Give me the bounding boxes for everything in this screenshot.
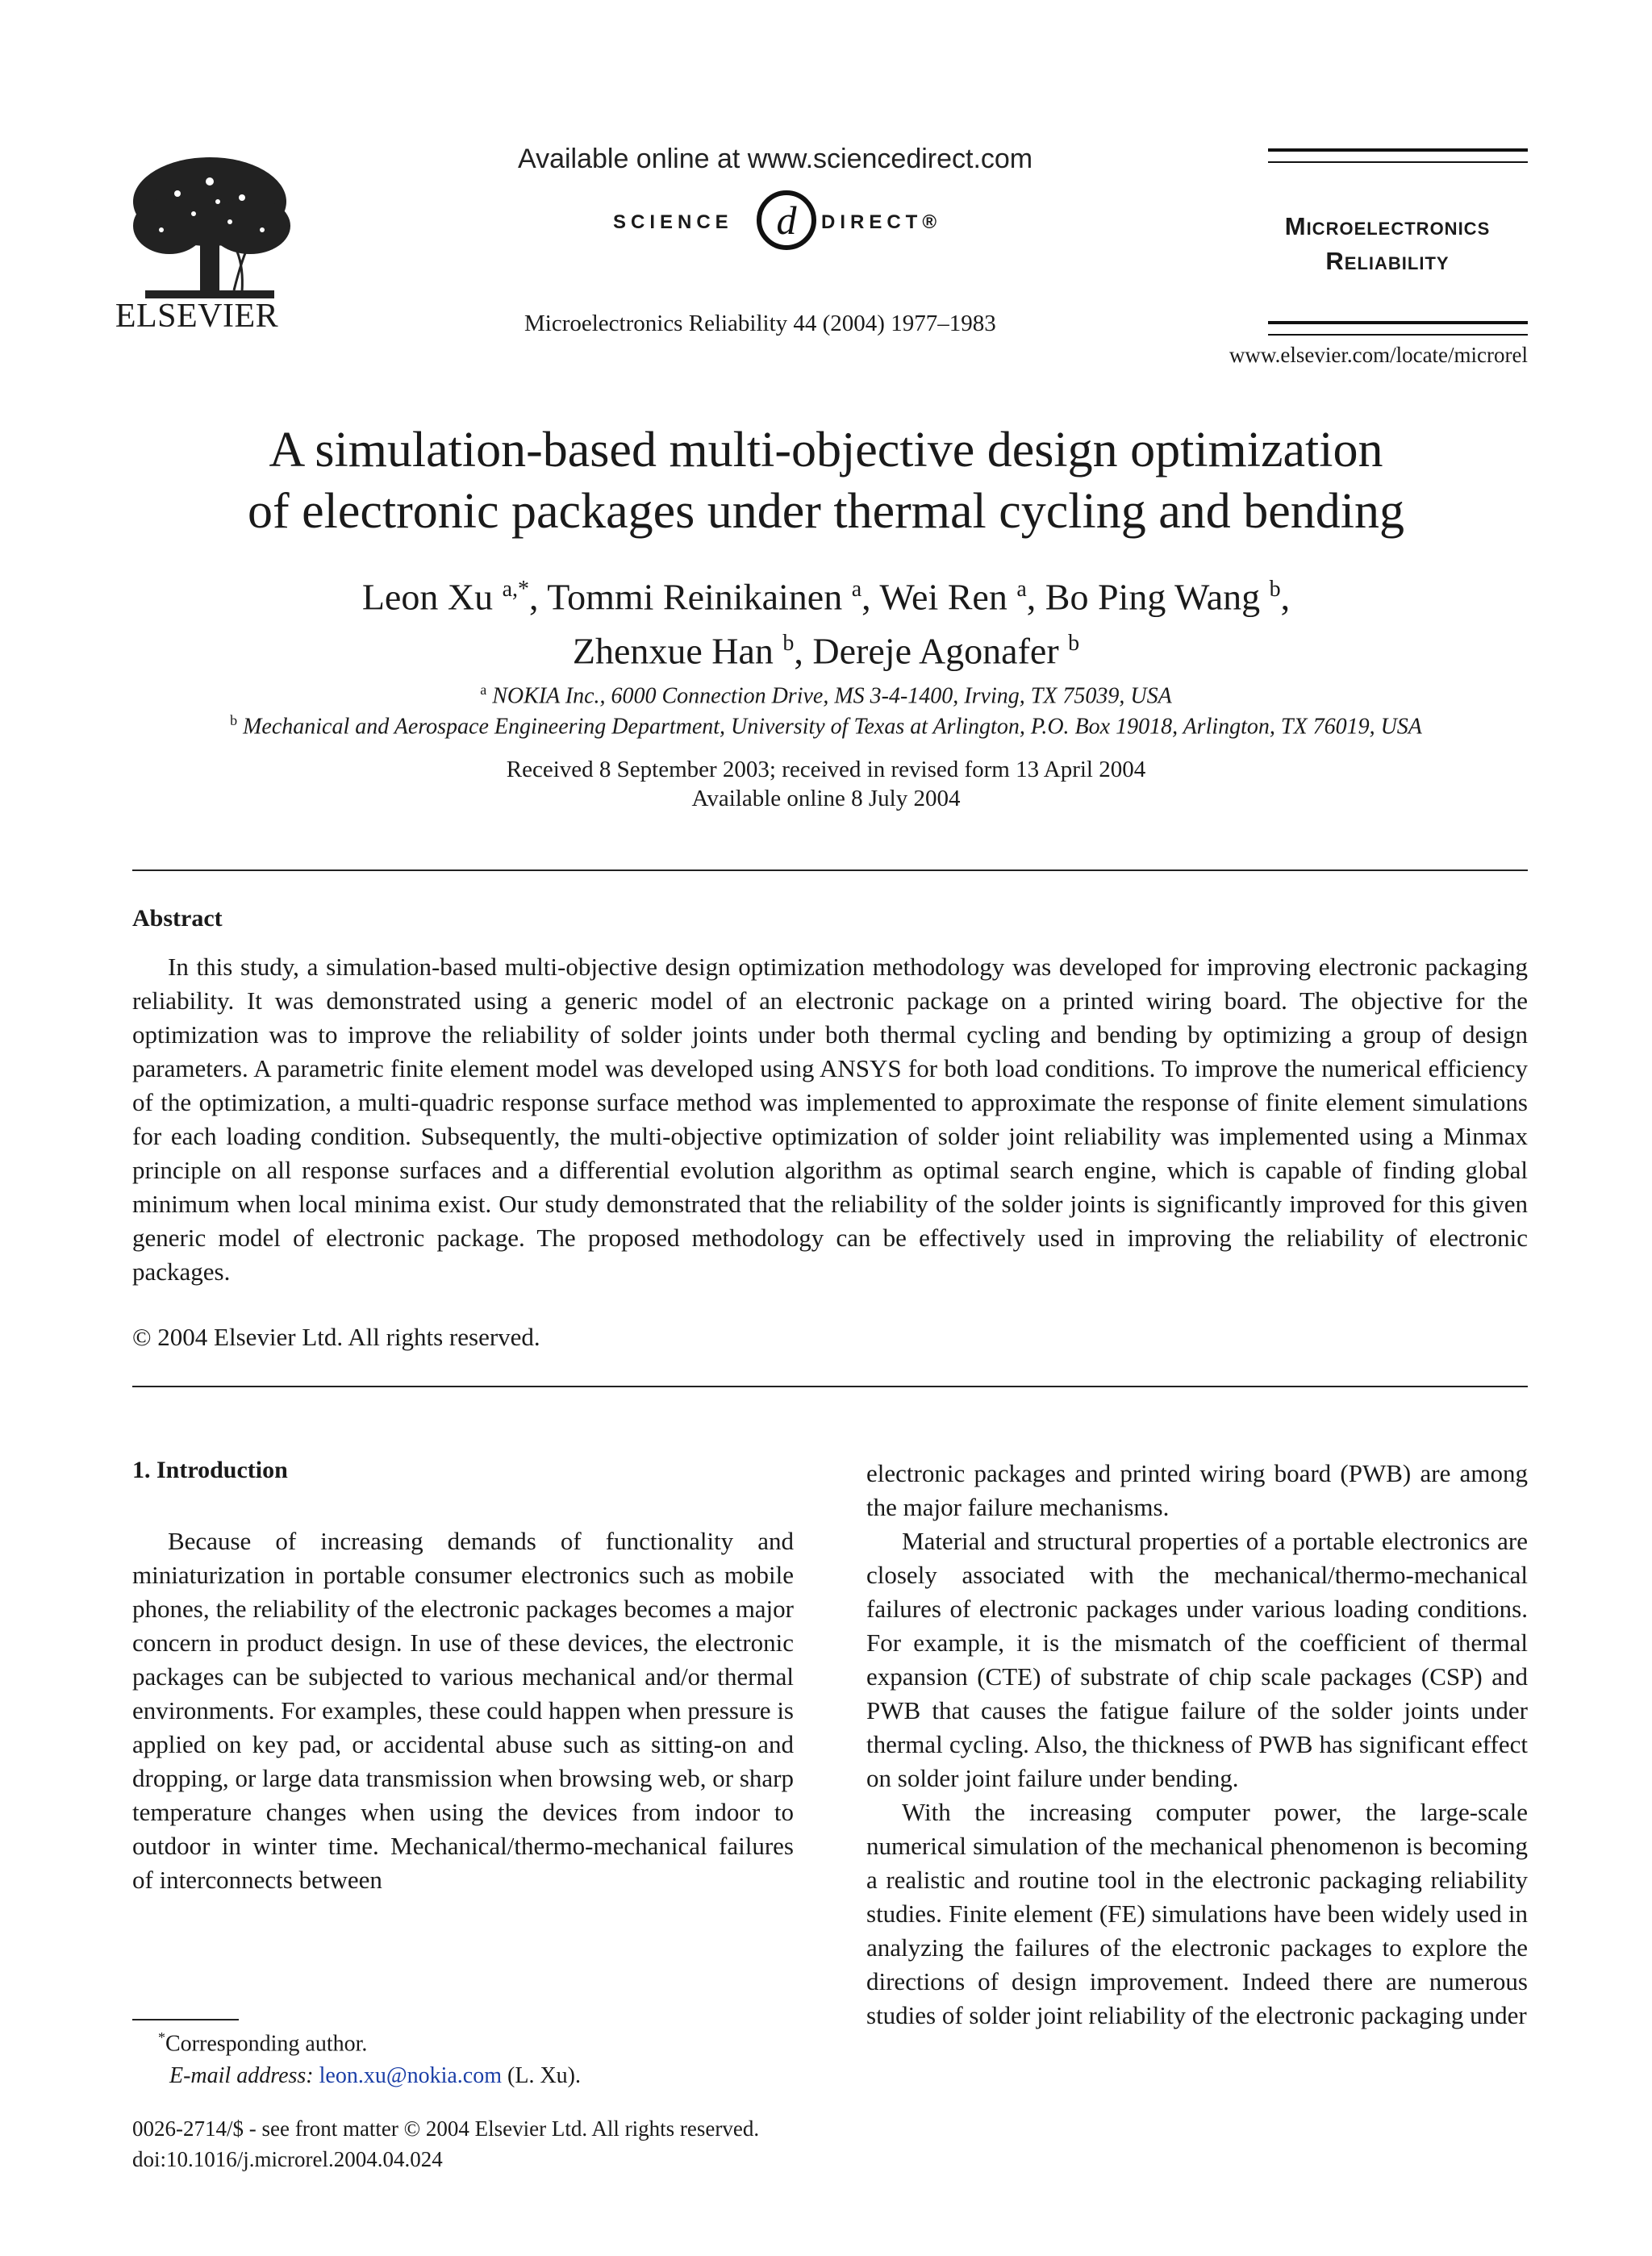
author-name: Dereje Agonafer [812, 630, 1059, 672]
footnote-corresponding-author [158, 2029, 367, 2057]
journal-url-link[interactable]: www.elsevier.com/locate/microrel [1229, 343, 1528, 367]
author-name: Leon Xu [361, 576, 494, 618]
received-dates: Received 8 September 2003; received in revised form 13 April 2004 [506, 757, 1146, 782]
title-line-1: A simulation-based multi-objective design optimization [269, 423, 1383, 477]
article-title [129, 419, 1523, 542]
left-column [132, 1524, 794, 1897]
journal-name-line2: Reliability [1325, 247, 1450, 275]
publisher-logo-text: ELSEVIER [115, 298, 279, 335]
abstract-heading: Abstract [132, 905, 223, 932]
abstract-bottom-rule [132, 1386, 1528, 1387]
sciencedirect-at-icon [750, 184, 823, 256]
paragraph: Because of increasing demands of functionality and miniaturization in portable consumer electronics such as mobile phones, the reliability of the electronic packages becomes a major concern in product design. In use of these devices, the electronic packages can be subjected to various mechanical and/or thermal environments. For examples, these could happen when pressure is applied on key pad, or accidental abuse such as sitting-on and dropping, or large data transmission when browsing web, or sharp temperature changes when using the devices from indoor to outdoor in winter time. Mechanical/thermo-mechanical failures of interconnects between [132, 1527, 794, 1894]
paragraph-continuation: electronic packages and printed wiring board (PWB) are among the major failure mechanisms. [866, 1459, 1528, 1521]
section-heading-introduction: 1. Introduction [132, 1457, 288, 1483]
right-column [866, 1457, 1528, 2033]
footnote-mark: * [158, 2029, 165, 2045]
footnote-email [169, 2063, 581, 2089]
author-affiliation-mark: a,* [502, 577, 530, 602]
paragraph: Material and structural properties of a portable electronics are closely associated with the mechanical/thermo-mechanical failures of electronic packages under various loading conditions. For example, it is the mismatch of the coefficient of thermal expansion (CTE) of substrate of chip scale packages (CSP) and PWB that causes the fatigue failure of the solder joints under thermal cycling. Also, the thickness of PWB has significant effect on solder joint failure under bending. [866, 1527, 1528, 1792]
svg-text:d: d [776, 198, 797, 243]
header-double-rule-top [1268, 148, 1528, 163]
affiliation-a [129, 682, 1523, 709]
author-name: Wei Ren [879, 576, 1007, 618]
affiliation-text: NOKIA Inc., 6000 Connection Drive, MS 3-4-1400, Irving, TX 75039, USA [492, 683, 1172, 709]
affiliation-text: Mechanical and Aerospace Engineering Department, University of Texas at Arlington, P.O. Box 19018, Arlington, TX 76019, USA [243, 714, 1422, 740]
affiliation-mark: b [230, 712, 238, 728]
footnote-text: Corresponding author. [165, 2031, 368, 2057]
author-affiliation-mark: a [851, 577, 862, 602]
sciencedirect-logo-left: SCIENCE [613, 211, 733, 233]
abstract-body: In this study, a simulation-based multi-objective design optimization methodology was developed for improving electronic packaging reliability. It was demonstrated using a generic model of an electronic package on a printed wiring board. The objective for the optimization was to improve the reliability of solder joints under both thermal cycling and bending by optimizing a group of design parameters. A parametric finite element model was developed using ANSYS for both load conditions. To improve the numerical efficiency of the optimization, a multi-quadric response surface method was implemented to approximate the response of finite element simulations for each loading condition. Subsequently, the multi-objective optimization of solder joint reliability was implemented using a Minmax principle on all response surfaces and a differential evolution algorithm as optimal search engine, which is capable of finding global minimum when local minima exist. Our study demonstrated that the reliability of the solder joints is significantly improved for this given generic model of electronic package. The proposed methodology can be effectively used in improving the reliability of electronic packages. [132, 953, 1528, 1286]
email-link[interactable]: leon.xu@nokia.com [319, 2063, 503, 2088]
author-affiliation-mark: b [1068, 631, 1080, 657]
title-line-2: of electronic packages under thermal cycling and bending [247, 484, 1405, 539]
footnote-rule [132, 2019, 239, 2020]
author-list: Leon Xu $^{a,*}$, Tommi Reinikainen $^a$, Wei Ren $^a$, Bo Ping Wang $^b$, Zhenxue Han $^b$, Dereje Agonafer $^b$ [361, 576, 1291, 672]
affiliation-b [113, 712, 1539, 740]
email-suffix: (L. Xu). [507, 2063, 581, 2088]
journal-name-line1: Microelectronics [1284, 212, 1491, 240]
available-online-banner[interactable]: Available online at www.sciencedirect.com [518, 144, 1033, 174]
author-affiliation-mark: a [1016, 577, 1027, 602]
author-affiliation-mark: b [782, 631, 795, 657]
journal-reference: Microelectronics Reliability 44 (2004) 1977–1983 [524, 311, 996, 336]
issn-line: 0026-2714/$ - see front matter © 2004 Elsevier Ltd. All rights reserved. [132, 2116, 760, 2141]
author-name: Tommi Reinikainen [547, 576, 843, 618]
available-online-date: Available online 8 July 2004 [691, 786, 961, 811]
affiliation-mark: a [480, 682, 487, 698]
doi-link[interactable]: doi:10.1016/j.microrel.2004.04.024 [132, 2147, 443, 2171]
paragraph: With the increasing computer power, the large-scale numerical simulation of the mechanical phenomenon is becoming a realistic and routine tool in the electronic packaging reliability studies. Finite element (FE) simulations have been widely used in analyzing the failures of the electronic packages to explore the directions of design improvement. Indeed there are numerous studies of solder joint reliability of the electronic packaging under [866, 1798, 1528, 2029]
author-name: Zhenxue Han [572, 630, 774, 672]
header-double-rule-bottom [1268, 321, 1528, 336]
email-label: E-mail address: [169, 2063, 314, 2088]
sciencedirect-logo-right: DIRECT® [821, 211, 942, 233]
author-affiliation-mark: b [1269, 577, 1281, 602]
author-name: Bo Ping Wang [1045, 576, 1261, 618]
abstract-top-rule [132, 869, 1528, 871]
abstract-copyright: © 2004 Elsevier Ltd. All rights reserved. [132, 1323, 540, 1351]
